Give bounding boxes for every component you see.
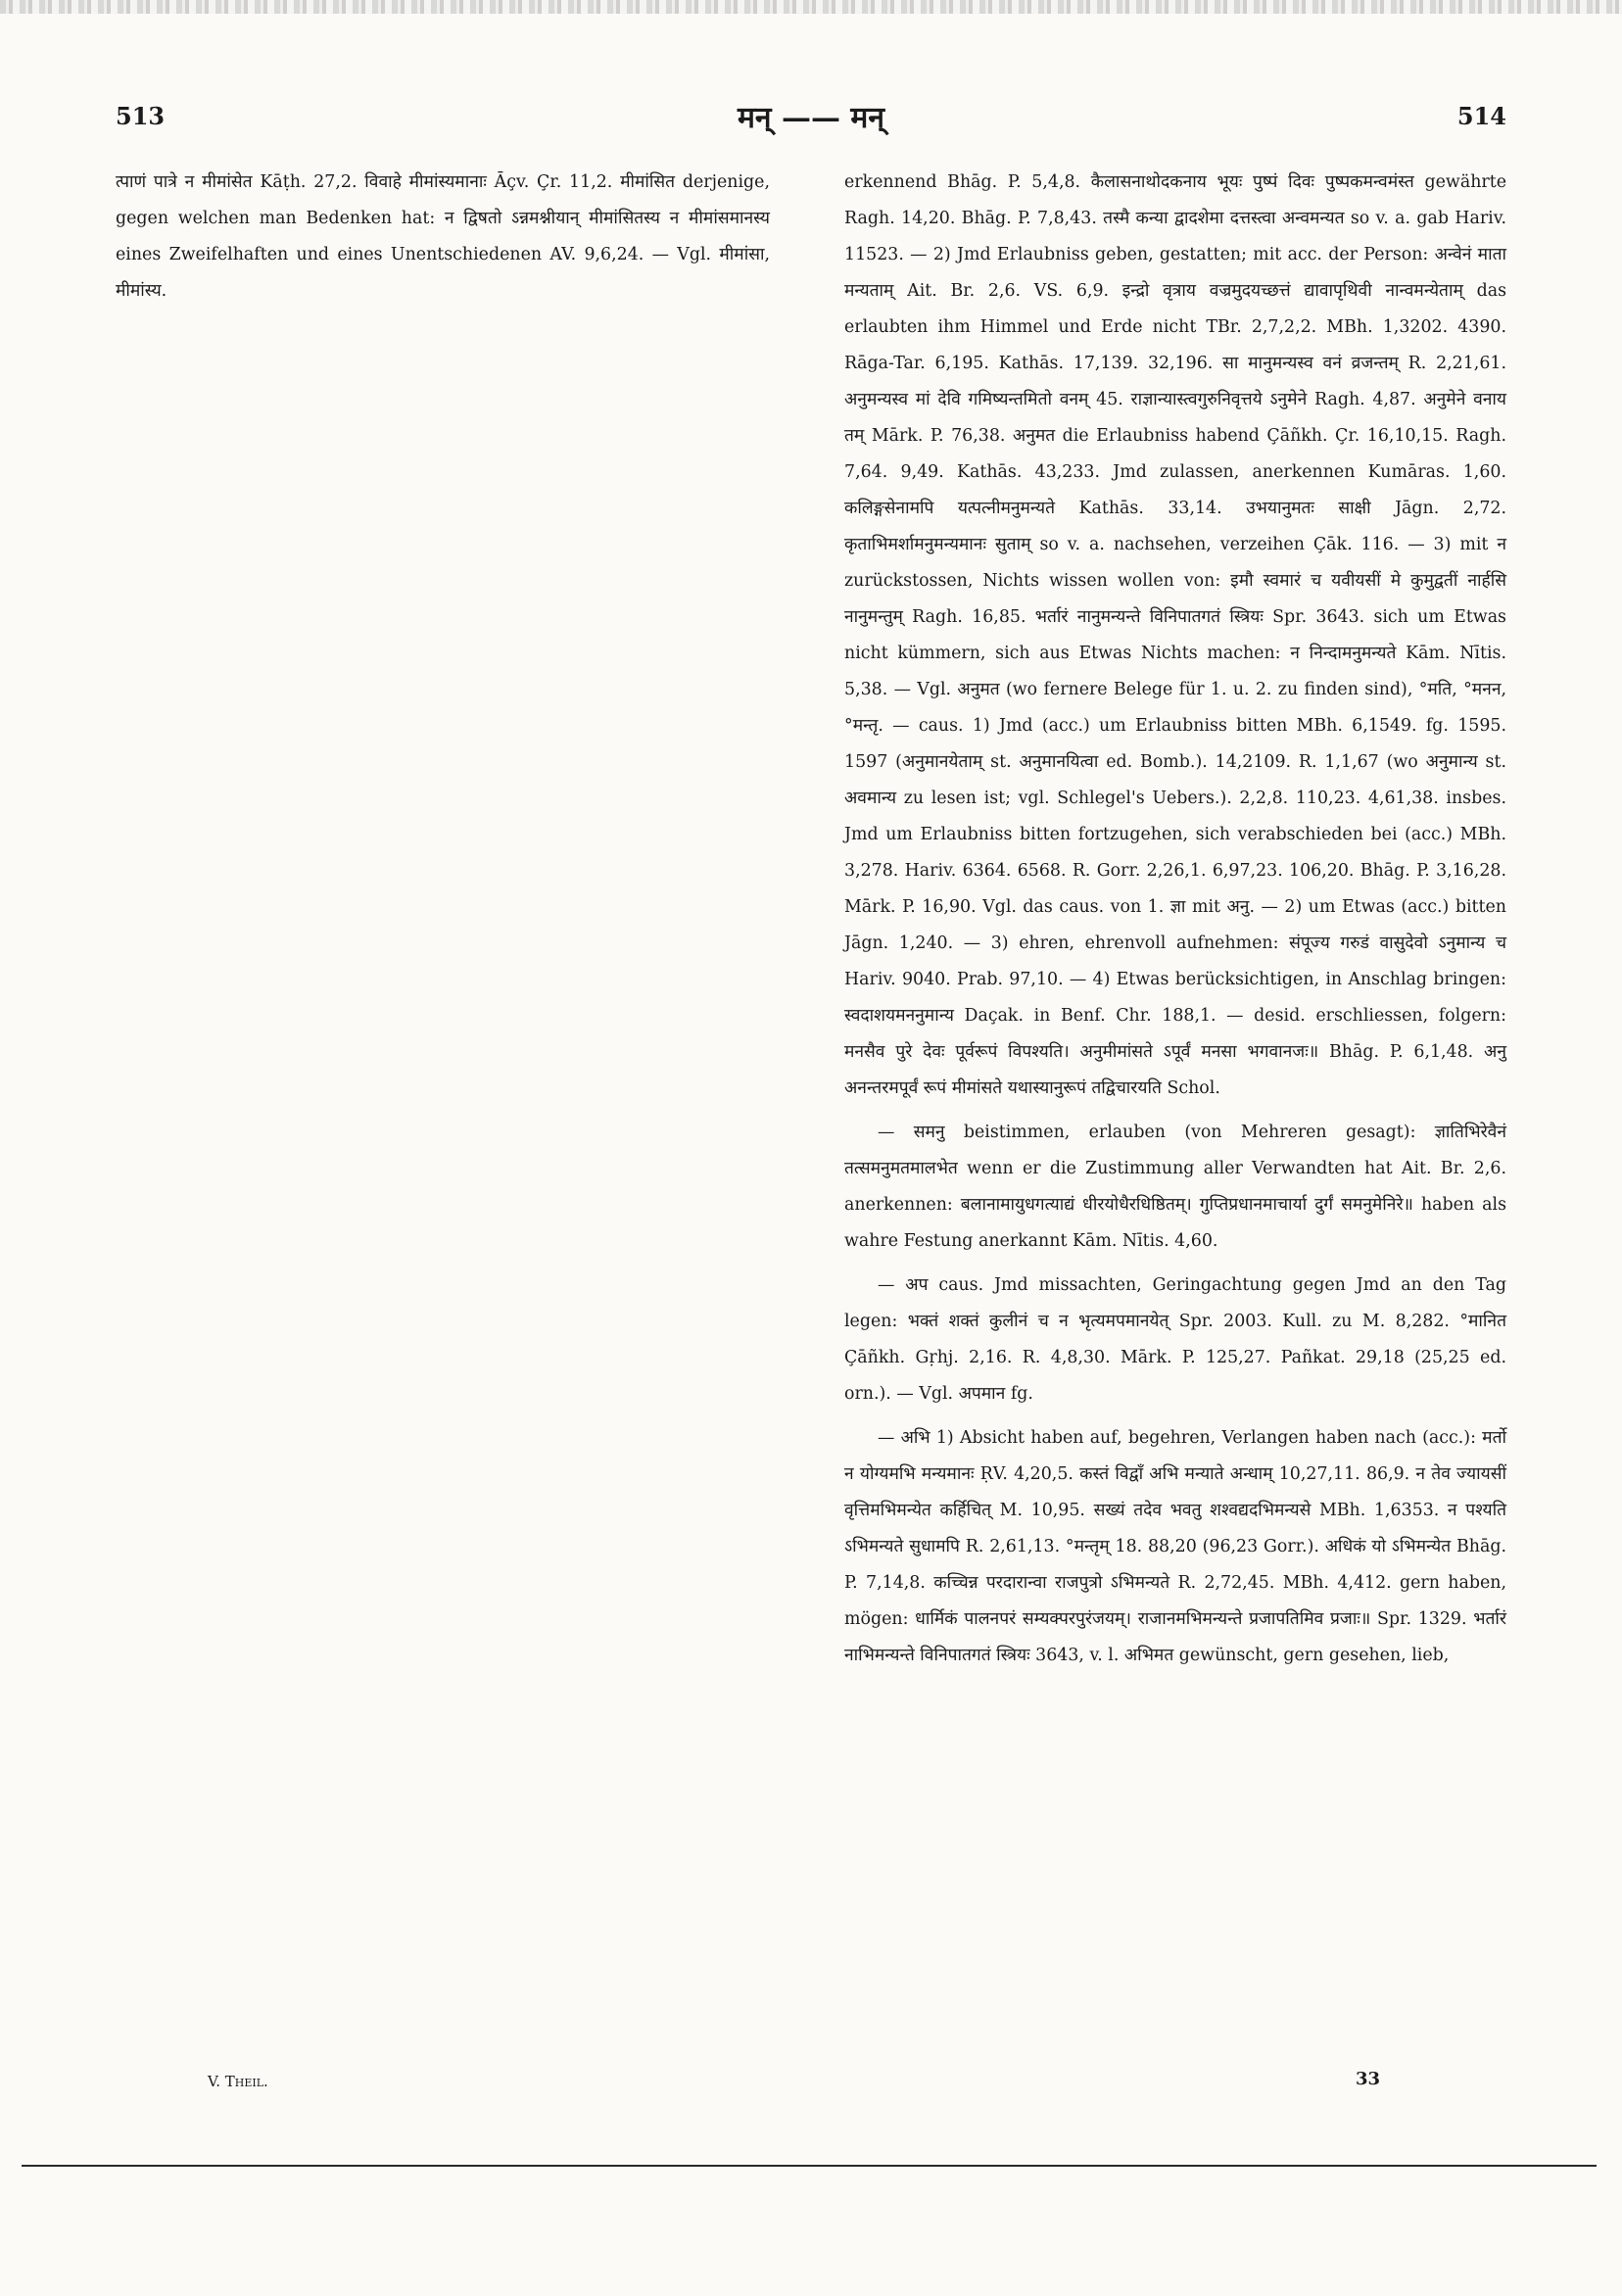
right-paragraph: erkennend Bhāg. P. 5,4,8. कैलासनाथोदकनाय भूयः पुष्पं दिवः पुष्पकमन्वमंस्त gewährte Ragh. 14,20. Bhāg. P. 7,8,43. तस्मै कन्या द्वादशेमा दत्तस्त्वा अन्वमन्यत so v. a. gab Hariv. 11523. — 2) Jmd Erlaubniss geben, gestatten; mit acc. der Person: अन्वेनं माता मन्यताम् Ait. Br. 2,6. VS. 6,9. इन्द्रो वृत्राय वज्रमुदयच्छत्तं द्यावापृथिवी नान्वमन्येताम् das erlaubten ihm Himmel und Erde nicht TBr. 2,7,2,2. MBh. 1,3202. 4390. Rāga-Tar. 6,195. Kathās. 17,139. 32,196. सा मानुमन्यस्व वनं व्रजन्तम् R. 2,21,61. अनुमन्यस्व मां देवि गमिष्यन्तमितो वनम् 45. राज्ञान्यास्त्वगुरुनिवृत्तये ऽनुमेने Ragh. 4,87. अनुमेने वनाय तम् Mārk. P. 76,38. अनुमत die Erlaubniss habend Çāñkh. Çr. 16,10,15. Ragh. 7,64. 9,49. Kathās. 43,233. Jmd zulassen, anerkennen Kumāras. 1,60. कलिङ्गसेनामपि यत्पत्नीमनुमन्यते Kathās. 33,14. उभयानुमतः साक्षी Jāgn. 2,72. कृताभिमर्शामनुमन्यमानः सुताम् so v. a. nachsehen, verzeihen Çāk. 116. — 3) mit न zurückstossen, Nichts wissen wollen von: इमौ स्वमारं च यवीयसीं मे कुमुद्वतीं नार्हसि नानुमन्तुम् Ragh. 16,85. भर्तारं नानुमन्यन्ते विनिपातगतं स्त्रियः Spr. 3643. sich um Etwas nicht kümmern, sich aus Etwas Nichts machen: न निन्दामनुमन्यते Kām. Nītis. 5,38. — Vgl. अनुमत (wo fernere Belege für 1. u. 2. zu finden sind), °मति, °मनन, °मन्तृ. — caus. 1) Jmd (acc.) um Erlaubniss bitten MBh. 6,1549. fg. 1595. 1597 (अनुमानयेताम् st. अनुमानयित्वा ed. Bomb.). 14,2109. R. 1,1,67 (wo अनुमान्य st. अवमान्य zu lesen ist; vgl. Schlegel's Uebers.). 2,2,8. 110,23. 4,61,38. insbes. Jmd um Erlaubniss bitten fortzugehen, sich verabschieden bei (acc.) MBh. 3,278. Hariv. 6364. 6568. R. Gorr. 2,26,1. 6,97,23. 106,20. Bhāg. P. 3,16,28. Mārk. P. 16,90. Vgl. das caus. von 1. ज्ञा mit अनु. — 2) um Etwas (acc.) bitten Jāgn. 1,240. — 3) ehren, ehrenvoll aufnehmen: संपूज्य गरुडं वासुदेवो ऽनुमान्य च Hariv. 9040. Prab. 97,10. — 4) Etwas berücksichtigen, in Anschlag bringen: स्वदाशयमननुमान्य Daçak. in Benf. Chr. 188,1. — desid. erschliessen, folgern: मनसैव पुरे देवः पूर्वरूपं विपश्यति। अनुमीमांसते ऽपूर्वं मनसा भगवानजः॥ Bhāg. P. 6,1,48. अनु अनन्तरमपूर्वं रूपं मीमांसते यथास्यानुरूपं तद्विचारयति Schol.: [844, 172, 1506, 1098]
right-paragraph: — समनु beistimmen, erlauben (von Mehreren gesagt): ज्ञातिभिरेवैनं तत्समनुमतमालभेत wenn er die Zustimmung aller Verwandten hat Ait. Br. 2,6. anerkennen: बलानामायुधगत्याद्यं धीरयोधैरधिष्ठितम्। गुप्तिप्रधानमाचार्या दुर्गं समनुमेनिरे॥ haben als wahre Festung anerkannt Kām. Nītis. 4,60.: [844, 1123, 1506, 1251]
right-paragraph: — अप caus. Jmd missachten, Geringachtung gegen Jmd an den Tag legen: भक्तं शक्तं कुलीनं च न भृत्यमपमानयेत् Spr. 2003. Kull. zu M. 8,282. °मानित Çāñkh. Gṛhj. 2,16. R. 4,8,30. Mārk. P. 125,27. Pañkat. 29,18 (25,25 ed. orn.). — Vgl. अपमान fg.: [844, 1275, 1506, 1404]
right-column: [844, 165, 1506, 1682]
bottom-rule: [22, 2165, 1597, 2167]
right-paragraph: — अभि 1) Absicht haben auf, begehren, Verlangen haben nach (acc.): मर्तो न योग्यमभि मन्यमानः ṚV. 4,20,5. कस्तं विद्वाँ अभि मन्याते अन्धाम् 10,27,11. 86,9. न तेव ज्यायसीं वृत्तिमभिमन्येत कर्हिचित् M. 10,95. सख्यं तदेव भवतु शश्वद्यदभिमन्यसे MBh. 1,6353. न पश्यति ऽभिमन्यते सुधामपि R. 2,61,13. °मन्तृम् 18. 88,20 (96,23 Gorr.). अधिकं यो ऽभिमन्येत Bhāg. P. 7,14,8. कच्चिन्न परदारान्वा राजपुत्रो ऽभिमन्यते R. 2,72,45. MBh. 4,412. gern haben, mögen: धार्मिकं पालनपरं सम्यक्परपुरंजयम्। राजानमभिमन्यन्ते प्रजापतिमिव प्रजाः॥ Spr. 1329. भर्तारं नाभिमन्यन्ते विनिपातगतं स्त्रियः 3643, v. l. अभिमत gewünscht, gern gesehen, lieb,: [844, 1428, 1506, 1665]
running-head: मन् —— मन्: [737, 101, 885, 135]
scan-edge: [0, 0, 1622, 14]
footer-signature: V. Theil.: [208, 2073, 268, 2090]
page-header: [116, 102, 1506, 145]
left-paragraph: त्पाणं पात्रे न मीमांसेत Kāṭh. 27,2. विवाहे मीमांस्यमानाः Āçv. Çr. 11,2. मीमांसित derjenige, gegen welchen man Bedenken hat: न द्विषतो ऽन्नमश्नीयान् मीमांसितस्य न मीमांसमानस्य eines Zweifelhaften und eines Unentschiedenen AV. 9,6,24. — Vgl. मीमांसा, मीमांस्य.: [116, 172, 770, 301]
page-number-left: 513: [116, 102, 166, 130]
page-number-right: 514: [1456, 102, 1506, 130]
left-column: [116, 165, 770, 317]
footer-sheet-number: 33: [1356, 2069, 1381, 2089]
